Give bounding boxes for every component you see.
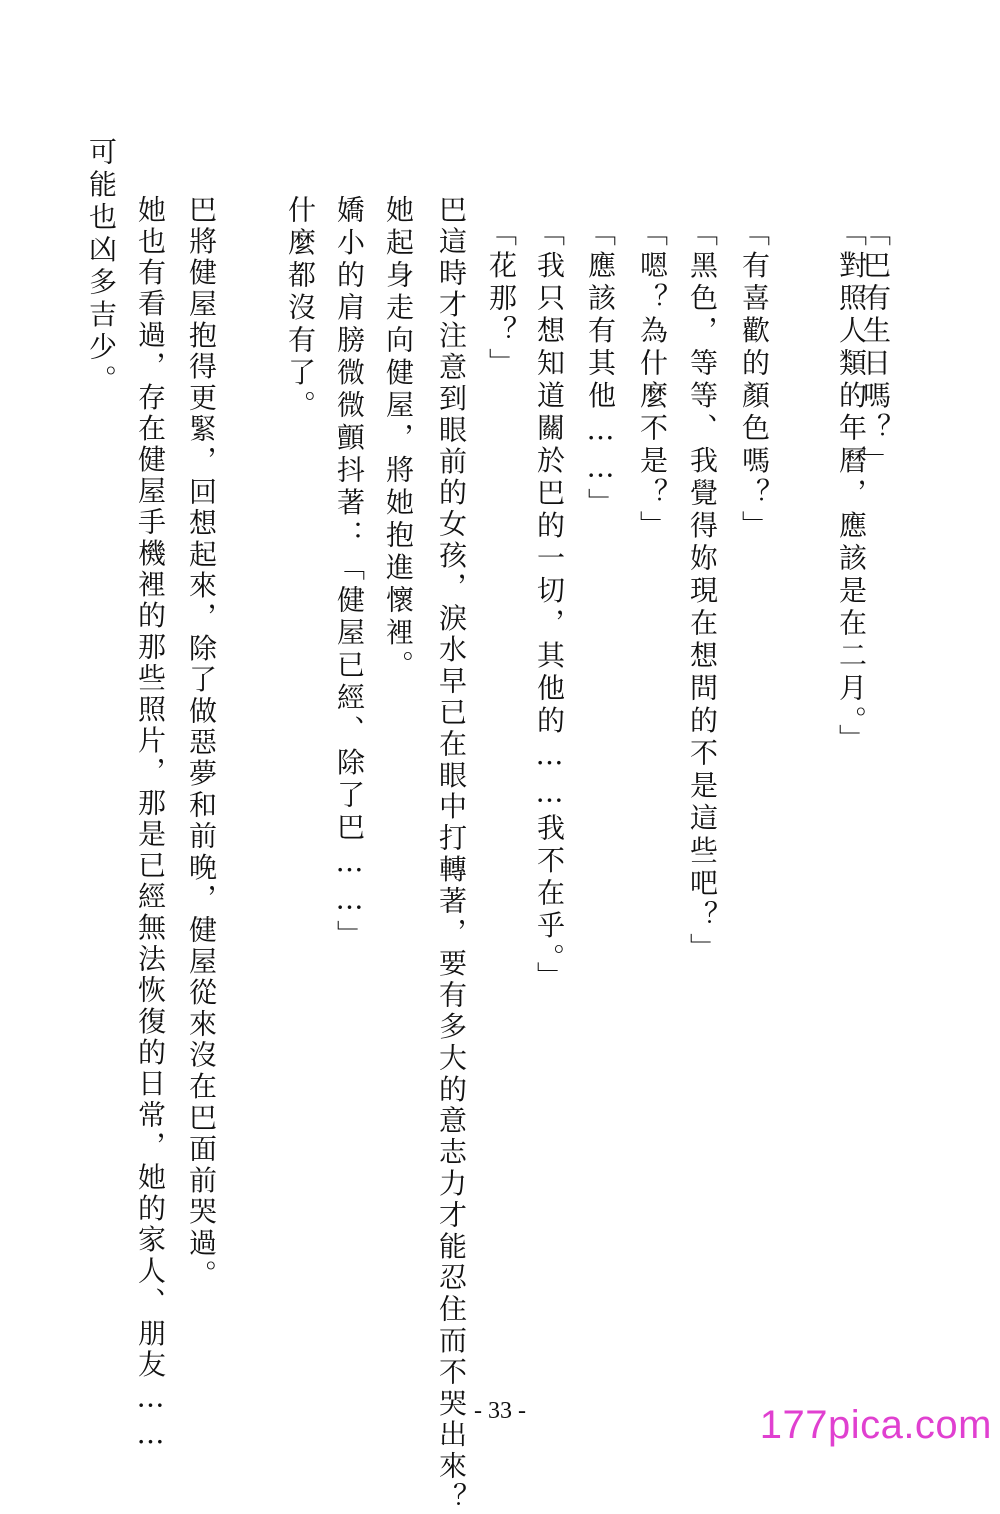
- page-number: - 33 -: [474, 1398, 526, 1424]
- text-line-4: 「黑色，等等、我覺得妳現在想問的不是這些吧？」: [686, 218, 719, 966]
- text-line-14: 她也有看過，存在健屋手機裡的那些照片，那是已經無法恢復的日常，她的家人、朋友……: [134, 195, 167, 1453]
- text-line-3: 「有喜歡的顏色嗎？」: [738, 218, 771, 543]
- text-line-5: 「嗯？為什麼不是？」: [636, 218, 669, 543]
- text-line-10: 她起身走向健屋，將她抱進懷裡。: [382, 195, 415, 683]
- text-line-6: 「應該有其他……」: [584, 218, 617, 521]
- text-line-9: 巴這時才注意到眼前的女孩，淚水早已在眼中打轉著，要有多大的意志力才能忍住而不哭出來？: [435, 195, 468, 1514]
- text-line-12: 什麼都沒有了。: [284, 195, 317, 423]
- text-line-15: 可能也凶多吉少。: [85, 137, 118, 397]
- text-line-1: 「巴有生日嗎？」: [859, 218, 892, 478]
- watermark: 177pica.com: [759, 1403, 992, 1447]
- text-line-13: 巴將健屋抱得更緊，回想起來，除了做惡夢和前晚，健屋從來沒在巴面前哭過。: [185, 195, 218, 1291]
- text-line-2: 「對照人類的年曆，應該是在二月。」: [835, 218, 868, 757]
- text-line-11: 嬌小的肩膀微微顫抖著：「健屋已經、除了巴……」: [333, 195, 366, 953]
- text-line-7: 「我只想知道關於巴的一切，其他的……我不在乎。」: [533, 218, 566, 994]
- text-line-8: 「花那？」: [485, 218, 518, 381]
